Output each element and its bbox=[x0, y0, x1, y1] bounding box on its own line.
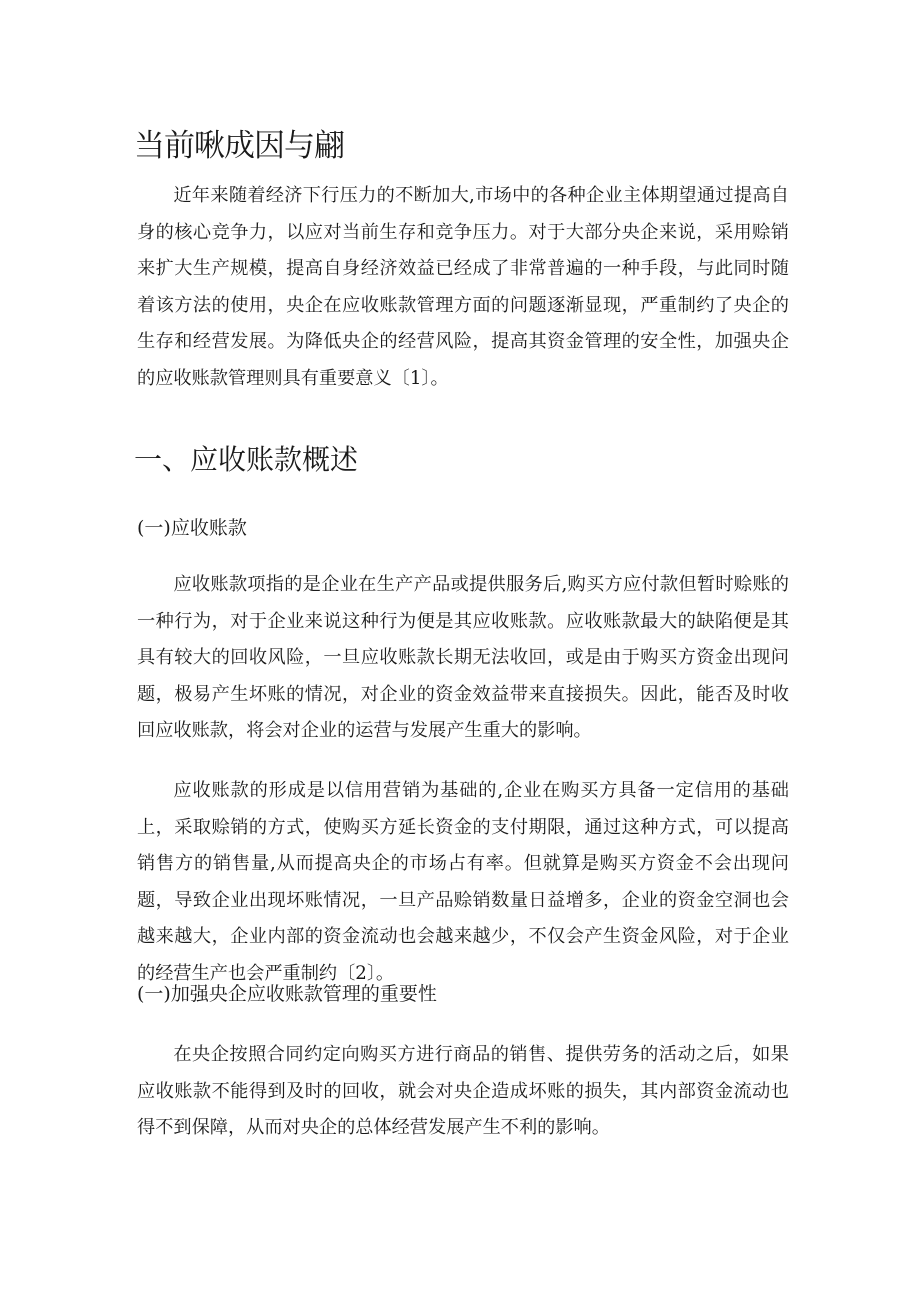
section-heading-overview: 一、应收账款概述 bbox=[134, 443, 359, 476]
receivables-paragraph-2: 应收账款的形成是以信用营销为基础的,企业在购买方具备一定信用的基础上，采取赊销的方式，使购买方延长资金的支付期限，通过这种方式，可以提高销售方的销售量,从而提高央企的市场占有率。但就算是购买方资金不会出现问题，导致企业出现坏账情况，一旦产品赊销数量日益增多，企业的资金空洞也会越来越大，企业内部的资金流动也会越来越少，不仅会产生资金风险，对于企业的经营生产也会严重制约〔2〕。 bbox=[137, 780, 789, 984]
subsection-heading-receivables: (一)应收账款 bbox=[137, 517, 247, 539]
importance-paragraph-1: 在央企按照合同约定向购买方进行商品的销售、提供劳务的活动之后，如果应收账款不能得到及时的回收，就会对央企造成坏账的损失，其内部资金流动也得不到保障，从而对央企的总体经营发展产生不利的影响。 bbox=[137, 1044, 789, 1139]
receivables-paragraph-1: 应收账款项指的是企业在生产产品或提供服务后,购买方应付款但暂时赊账的一种行为，对于企业来说这种行为便是其应收账款。应收账款最大的缺陷便是其具有较大的回收风险，一旦应收账款长期无法收回，或是由于购买方资金出现问题，极易产生坏账的情况，对企业的资金效益带来直接损失。因此，能否及时收回应收账款，将会对企业的运营与发展产生重大的影响。 bbox=[137, 574, 789, 742]
document-title: 当前啾成因与翩 bbox=[134, 128, 344, 164]
subsection-heading-importance: (一)加强央企应收账款管理的重要性 bbox=[137, 983, 437, 1005]
intro-paragraph: 近年来随着经济下行压力的不断加大,市场中的各种企业主体期望通过提高自身的核心竞争力，以应对当前生存和竞争压力。对于大部分央企来说，采用赊销来扩大生产规模，提高自身经济效益已经成了非常普遍的一种手段，与此同时随着该方法的使用，央企在应收账款管理方面的问题逐渐显现，严重制约了央企的生存和经营发展。为降低央企的经营风险，提高其资金管理的安全性，加强央企的应收账款管理则具有重要意义〔1〕。 bbox=[137, 185, 789, 389]
